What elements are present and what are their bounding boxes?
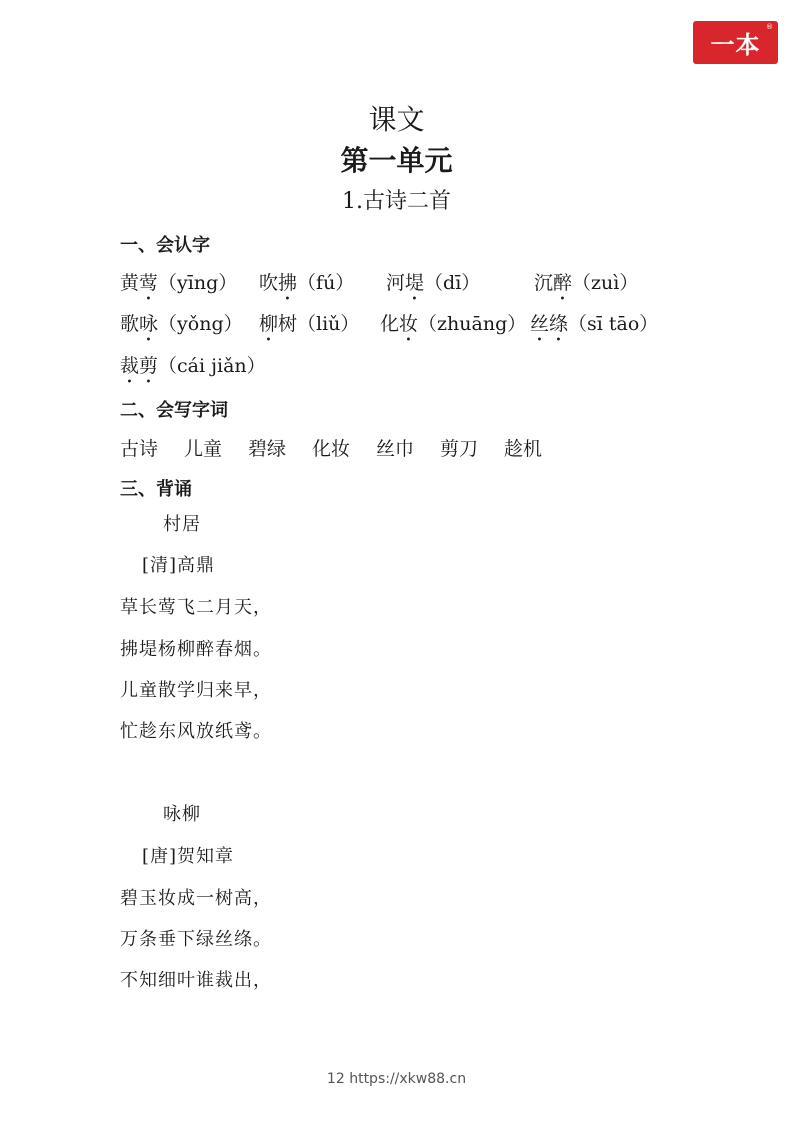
unit-title: 第一单元: [340, 144, 453, 177]
poem-line: 儿童散学归来早，: [120, 680, 272, 701]
vocab-item: 吹拂（fú）: [259, 272, 355, 294]
poem-line: 忙趁东风放纸鸢。: [120, 721, 272, 742]
write-word: 剪刀: [440, 438, 479, 460]
poem-title: 村居: [163, 514, 201, 535]
poem-line: 草长莺飞二月天，: [120, 597, 272, 618]
poem-line: 碧玉妆成一树高，: [120, 888, 272, 909]
footer-url: https://xkw88.cn: [349, 1071, 467, 1087]
brand-logo-text: 一本: [710, 31, 761, 59]
vocab-item: 柳树（liǔ）: [259, 313, 360, 335]
write-word: 碧绿: [248, 438, 287, 460]
write-word: 古诗: [120, 438, 159, 460]
write-word: 化妆: [312, 438, 351, 460]
lesson-title: 1.古诗二首: [342, 189, 451, 214]
write-word: 丝巾: [376, 438, 415, 460]
poem-title: 咏柳: [163, 804, 201, 825]
poem-author: [唐]贺知章: [142, 846, 235, 867]
page-footer: [0, 1071, 793, 1087]
vocab-item: 化妆（zhuāng）: [380, 313, 527, 335]
vocab-item: 丝绦（sī tāo）: [530, 313, 659, 335]
write-word: 儿童: [184, 438, 223, 460]
vocab-item: 沉醉（zuì）: [534, 272, 639, 294]
vocab-item: 歌咏（yǒng）: [120, 313, 243, 335]
section-heading-recognize: 一、会认字: [120, 235, 210, 256]
poem-line: 不知细叶谁裁出，: [120, 970, 272, 991]
page-number: 12: [326, 1071, 345, 1087]
poem-line: 万条垂下绿丝绦。: [120, 929, 272, 950]
brand-logo: [693, 21, 778, 64]
section-heading-recite: 三、背诵: [120, 479, 192, 500]
section-heading-write: 二、会写字词: [120, 400, 228, 421]
vocab-item: 裁剪（cái jiǎn）: [120, 355, 266, 377]
write-word: 趁机: [504, 438, 543, 460]
page-title: 课文: [368, 103, 425, 136]
poem-line: 拂堤杨柳醉春烟。: [120, 639, 272, 660]
registered-mark: ®: [766, 23, 774, 31]
vocab-item: 河堤（dī）: [386, 272, 481, 294]
poem-author: [清]高鼎: [142, 555, 216, 576]
vocab-item: 黄莺（yīng）: [120, 272, 238, 294]
